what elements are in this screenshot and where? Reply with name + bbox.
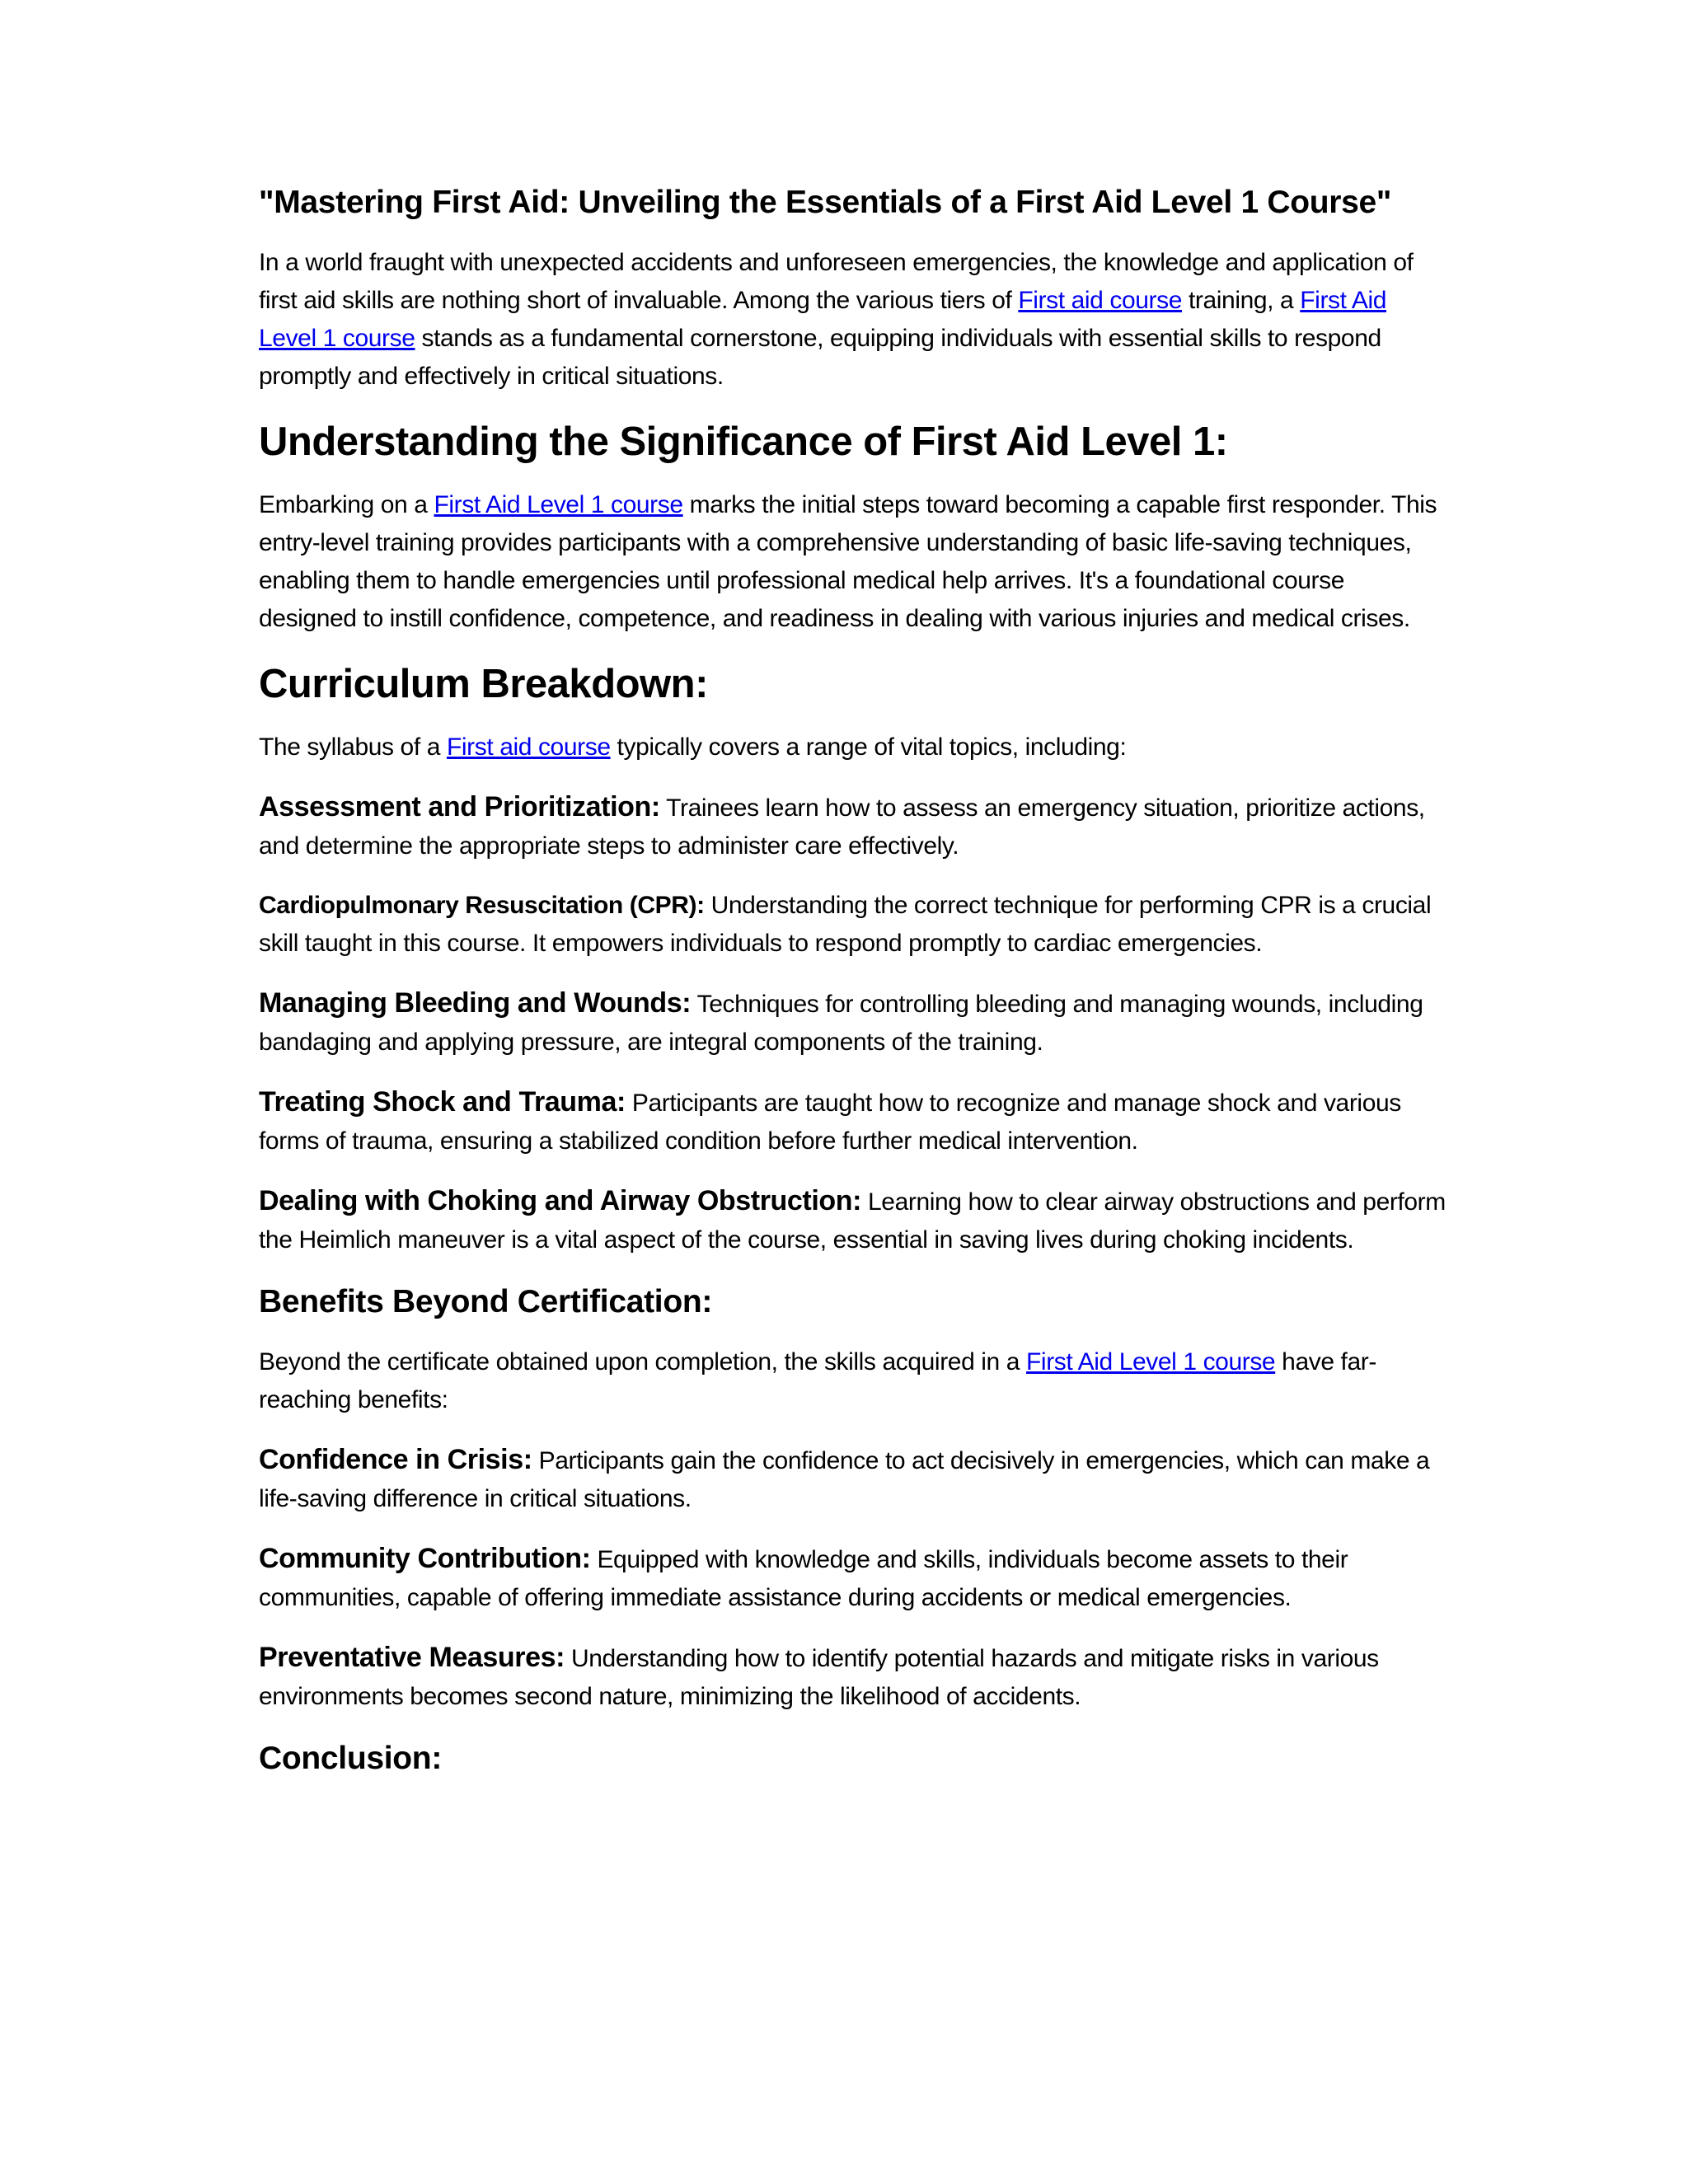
curriculum-intro-paragraph: [259, 729, 1446, 766]
section-heading-conclusion: Conclusion:: [259, 1741, 443, 1776]
significance-text-2: marks the initial steps toward becoming a capable first responder. This entry-level training provides participants with a comprehensive understanding of basic life-saving techniques, enabling them to handle emergencies until professional medical help arrives. It's a foundational course designed to instill confidence, competence, and readiness in dealing with various injuries and medical crises.: [259, 491, 1437, 632]
curriculum-item-text: Trainees learn how to assess an emergency situation, prioritize actions, and determine the appropriate steps to administer care effectively.: [259, 794, 1425, 860]
significance-text-1: Embarking on a: [259, 491, 434, 518]
document-title: "Mastering First Aid: Unveiling the Essentials of a First Aid Level 1 Course": [259, 185, 1392, 220]
benefit-item-text: Participants gain the confidence to act decisively in emergencies, which can make a life-saving difference in critical situations.: [259, 1447, 1430, 1512]
first-aid-course-link[interactable]: First aid course: [1018, 287, 1183, 314]
intro-paragraph: [259, 244, 1446, 396]
curriculum-item: [259, 1083, 1446, 1160]
benefit-item-text: Understanding how to identify potential hazards and mitigate risks in various environments becomes second nature, minimizing the likelihood of accidents.: [259, 1645, 1379, 1710]
intro-text-3: stands as a fundamental cornerstone, equipping individuals with essential skills to respond promptly and effectively in critical situations.: [259, 325, 1381, 390]
document-body: [259, 181, 1446, 1800]
section-heading-significance: Understanding the Significance of First Aid Level 1:: [259, 419, 1228, 464]
curriculum-item-text: Techniques for controlling bleeding and managing wounds, including bandaging and applying pressure, are integral components of the training.: [259, 991, 1423, 1056]
significance-paragraph: [259, 486, 1446, 638]
benefit-item-lead: Preventative Measures:: [259, 1642, 565, 1673]
curriculum-item: [259, 887, 1446, 963]
first-aid-level-1-course-link[interactable]: First Aid Level 1 course: [1026, 1348, 1276, 1376]
curriculum-intro-text-2: typically covers a range of vital topics, including:: [610, 733, 1127, 761]
curriculum-item-lead: Dealing with Choking and Airway Obstruction:: [259, 1185, 862, 1216]
benefit-item-lead: Community Contribution:: [259, 1543, 591, 1574]
section-heading-curriculum: Curriculum Breakdown:: [259, 662, 708, 706]
benefit-item-text: Equipped with knowledge and skills, individuals become assets to their communities, capable of offering immediate assistance during accidents or medical emergencies.: [259, 1546, 1348, 1611]
benefit-item-lead: Confidence in Crisis:: [259, 1444, 532, 1475]
curriculum-item-text: Participants are taught how to recognize and manage shock and various forms of trauma, ensuring a stabilized condition before further medical intervention.: [259, 1090, 1401, 1155]
benefit-item: [259, 1441, 1446, 1518]
curriculum-item-text: Learning how to clear airway obstructions and perform the Heimlich maneuver is a vital aspect of the course, essential in saving lives during choking incidents.: [259, 1188, 1446, 1254]
intro-text-2: training, a: [1182, 287, 1301, 314]
first-aid-course-link[interactable]: First aid course: [446, 733, 611, 761]
curriculum-item-lead: Cardiopulmonary Resuscitation (CPR):: [259, 892, 705, 919]
first-aid-level-1-course-link[interactable]: First Aid Level 1 course: [434, 491, 683, 518]
benefit-item: [259, 1638, 1446, 1716]
curriculum-item-lead: Assessment and Prioritization:: [259, 791, 660, 823]
curriculum-item-lead: Treating Shock and Trauma:: [259, 1086, 626, 1118]
curriculum-item-lead: Managing Bleeding and Wounds:: [259, 987, 692, 1019]
curriculum-intro-text-1: The syllabus of a: [259, 733, 447, 761]
benefits-intro-text-1: Beyond the certificate obtained upon completion, the skills acquired in a: [259, 1348, 1026, 1376]
curriculum-item: [259, 788, 1446, 865]
benefit-item: [259, 1540, 1446, 1617]
section-heading-benefits: Benefits Beyond Certification:: [259, 1284, 713, 1319]
intro-text-1: In a world fraught with unexpected accidents and unforeseen emergencies, the knowledge and application of first aid skills are nothing short of invaluable. Among the various tiers of: [259, 249, 1414, 314]
curriculum-item: [259, 1182, 1446, 1259]
benefits-intro-text-2: have far-reaching benefits:: [259, 1348, 1376, 1413]
benefits-intro-paragraph: [259, 1343, 1446, 1419]
curriculum-item: [259, 984, 1446, 1062]
curriculum-item-text: Understanding the correct technique for performing CPR is a crucial skill taught in this course. It empowers individuals to respond promptly to cardiac emergencies.: [259, 892, 1432, 957]
first-aid-level-1-course-link[interactable]: First Aid Level 1 course: [259, 287, 1387, 352]
